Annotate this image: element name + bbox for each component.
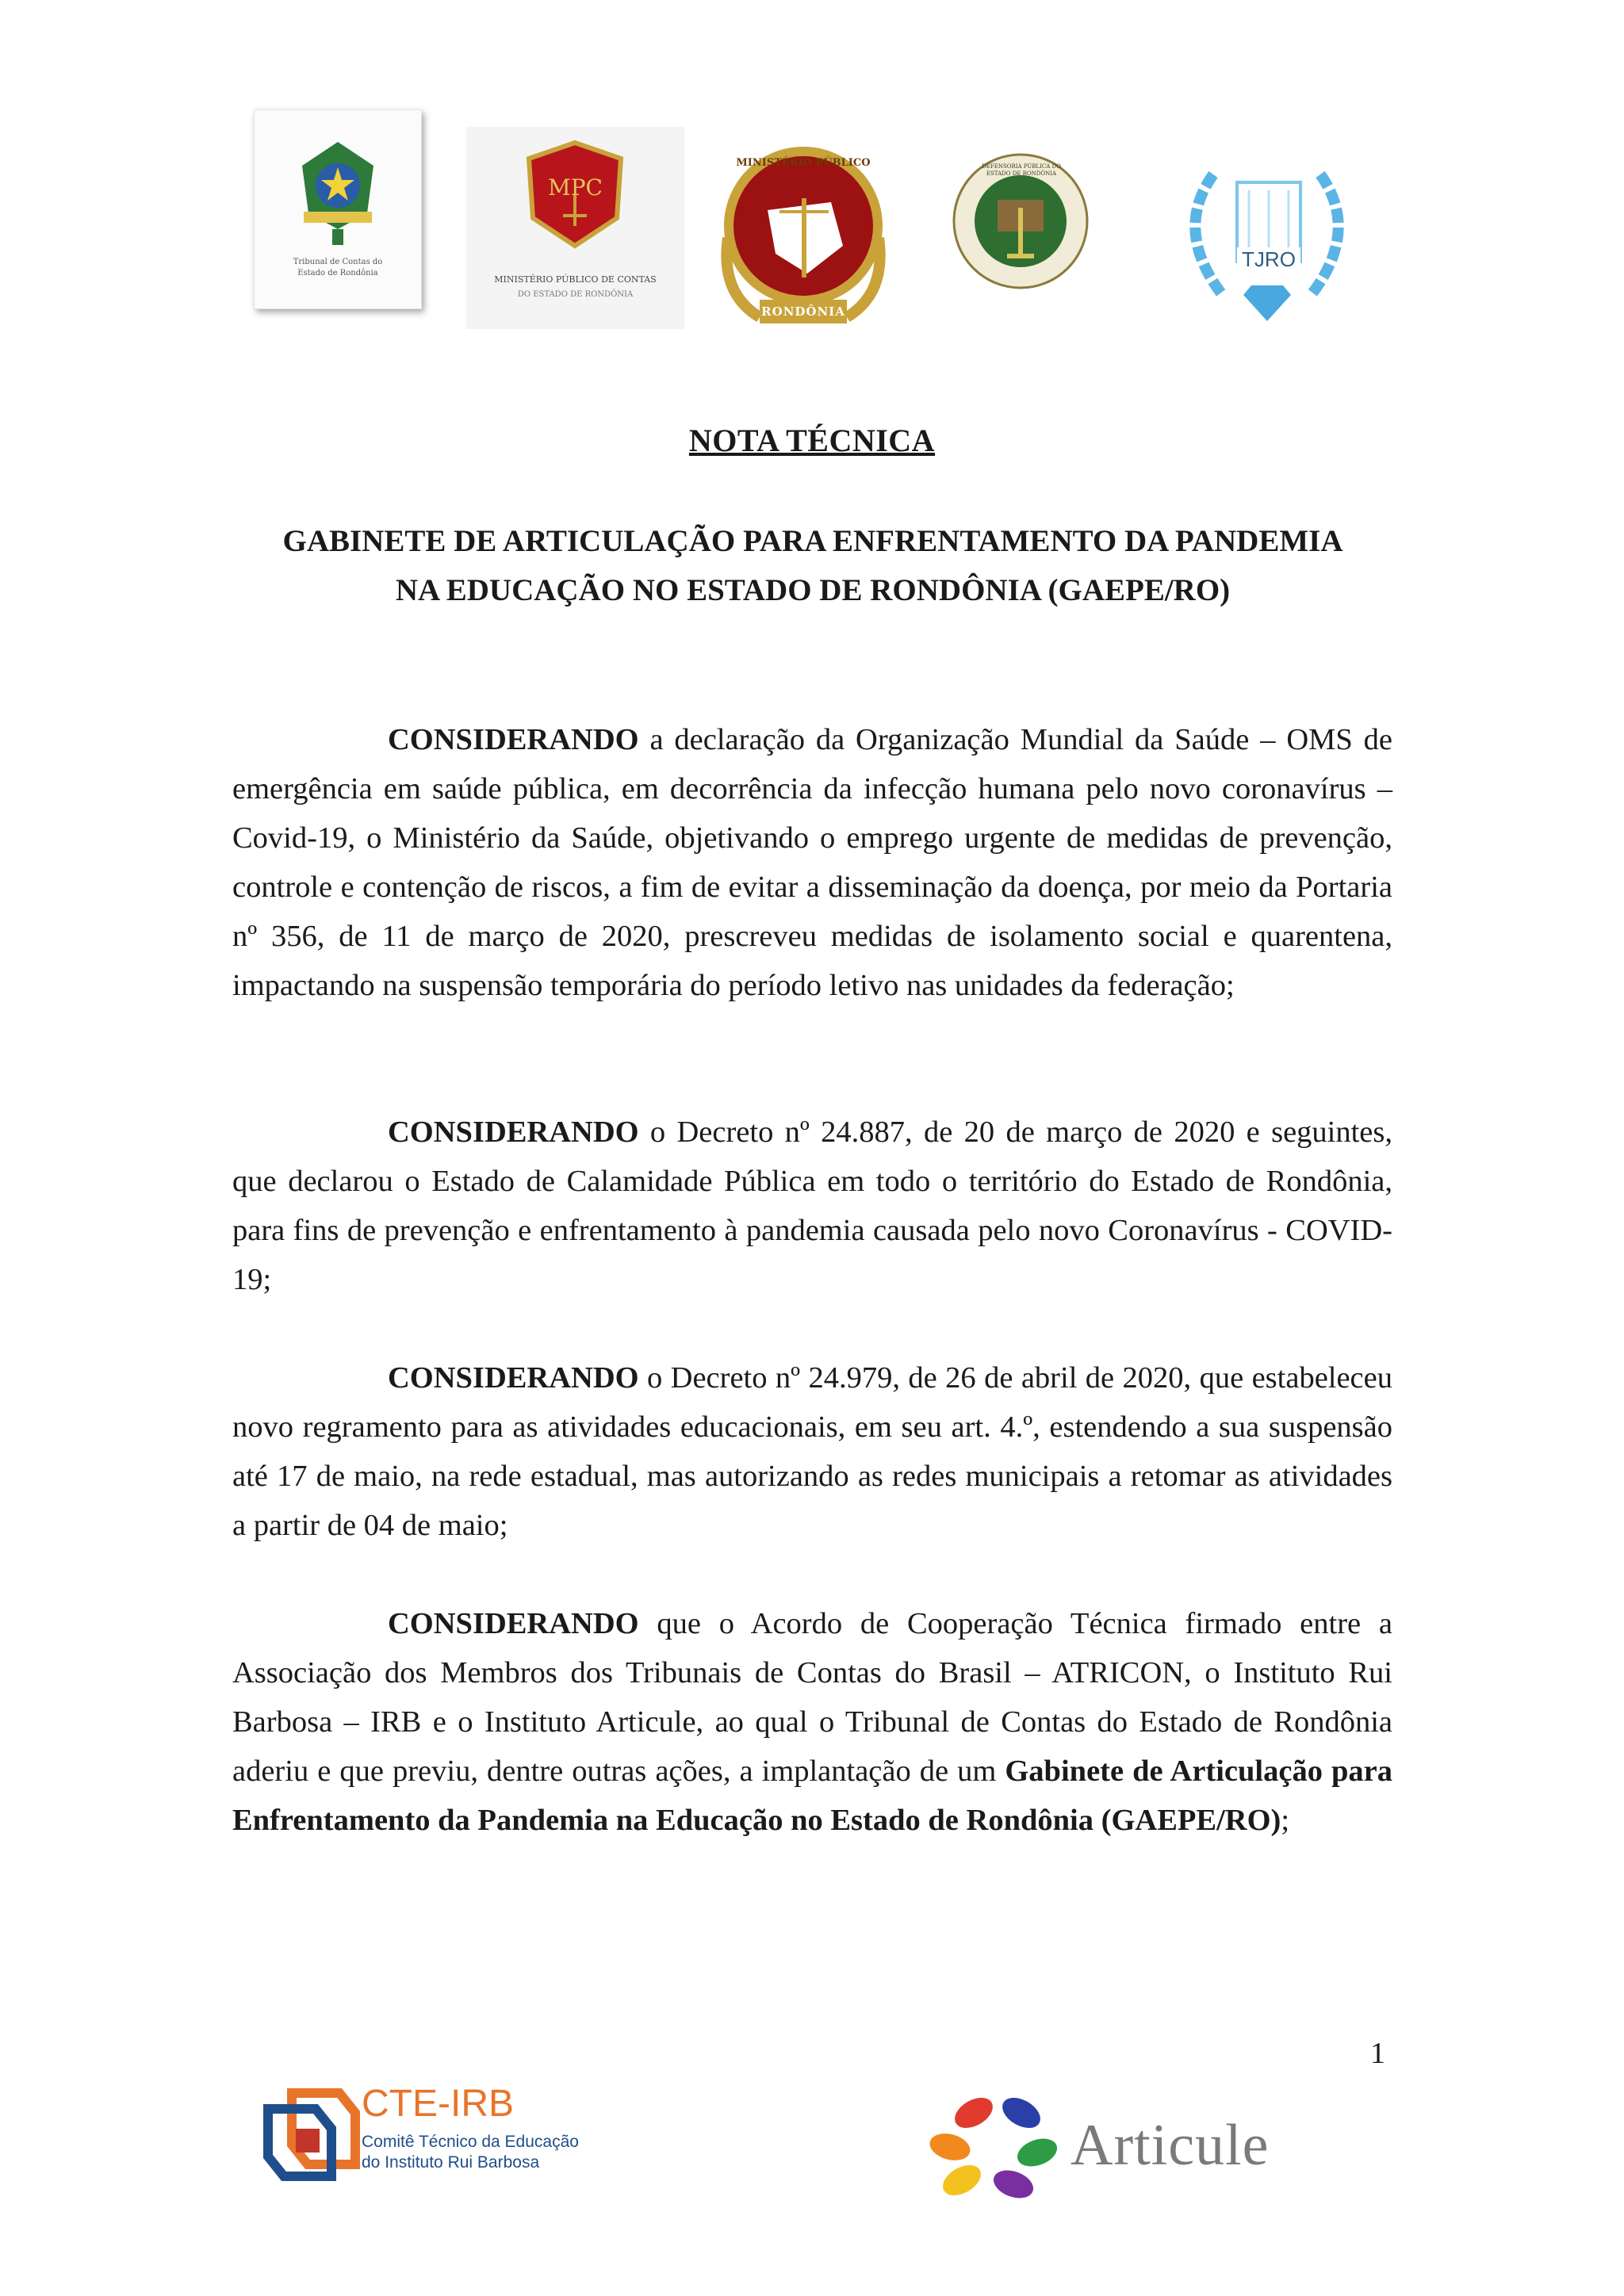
defensoria-arc-text: DEFENSORIA PÚBLICA DO ESTADO DE RONDÔNIA — [982, 163, 1061, 177]
mpc-ro-logo — [466, 127, 684, 329]
paragraph-4 — [232, 1599, 1392, 1845]
tjro-logo — [1166, 159, 1368, 333]
paragraph-3 — [232, 1353, 1392, 1550]
articule-name: Articule — [1071, 2113, 1270, 2178]
paragraph-4-lead: CONSIDERANDO — [388, 1607, 639, 1640]
tce-coat-of-arms-icon — [255, 110, 421, 308]
paragraph-1 — [232, 715, 1392, 1010]
mp-arc-text: MINISTÉRIO PÚBLICO — [736, 157, 871, 169]
tce-ro-logo — [254, 109, 422, 309]
tce-caption-line1: Tribunal de Contas do — [293, 258, 383, 266]
cte-abbr: CTE-IRB — [362, 2083, 514, 2125]
document-title: NOTA TÉCNICA — [688, 423, 936, 458]
mp-ro-logo — [712, 135, 894, 333]
tjro-laurel-icon — [1166, 159, 1368, 333]
paragraph-3-text: o Decreto nº 24.979, de 26 de abril de 2020, que estabeleceu novo regramento para as atividades educacionais, em seu art. 4.º, estendendo a sua suspensão até 17 de maio, na rede estadual, mas autorizando as redes municipais a retomar as atividades a partir de 04 de maio; — [232, 1361, 1392, 1542]
paragraph-4-text: que o Acordo de Cooperação Técnica firmado entre a Associação dos Membros dos Tribunais de Contas do Brasil – ATRICON, o Instituto Rui Barbosa – IRB e o Instituto Articule, ao qual o Tribunal de Contas do Estado de Rondônia aderiu e que previu, dentre outras ações, a implantação de um — [232, 1607, 1392, 1788]
cte-caption-line1: Comitê Técnico da Educação — [362, 2133, 579, 2151]
paragraph-4-end: ; — [1281, 1804, 1290, 1837]
articule-hands-icon — [926, 2085, 1061, 2204]
paragraph-2 — [232, 1108, 1392, 1304]
page-number: 1 — [1370, 2037, 1385, 2070]
defensoria-ro-logo — [952, 152, 1090, 291]
tce-caption-line2: Estado de Rondônia — [297, 269, 378, 277]
paragraph-3-lead: CONSIDERANDO — [388, 1361, 639, 1395]
cte-cube-icon — [260, 2077, 363, 2188]
paragraph-1-text: a declaração da Organização Mundial da Saúde – OMS de emergência em saúde pública, em decorrência da infecção humana pelo novo coronavírus – Covid-19, o Ministério da Saúde, objetivando o emprego urgente de medidas de prevenção, controle e contenção de riscos, a fim de evitar a disseminação da doença, por meio da Portaria nº 356, de 11 de março de 2020, prescreveu medidas de isolamento social e quarentena, impactando na suspensão temporária do período letivo nas unidades da federação; — [232, 723, 1392, 1002]
cte-irb-logo — [260, 2077, 617, 2188]
subtitle-line-2: NA EDUCAÇÃO NO ESTADO DE RONDÔNIA (GAEPE/RO) — [395, 573, 1231, 607]
subtitle-line-1: GABINETE DE ARTICULAÇÃO PARA ENFRENTAMENTO DA PANDEMIA — [282, 524, 1343, 558]
cte-caption-line2: do Instituto Rui Barbosa — [362, 2153, 540, 2172]
paragraph-4-bold-tail: Gabinete de Articulação para Enfrentamento da Pandemia na Educação no Estado de Rondônia (GAEPE/RO) — [232, 1755, 1392, 1837]
mpc-caption-line1: MINISTÉRIO PÚBLICO DE CONTAS — [494, 274, 657, 285]
document-subtitle — [230, 517, 1396, 615]
mp-ribbon-text: RONDÔNIA — [761, 304, 845, 319]
paragraph-2-lead: CONSIDERANDO — [388, 1115, 639, 1149]
mpc-abbr: MPC — [548, 174, 603, 201]
paragraph-1-lead: CONSIDERANDO — [388, 723, 639, 756]
paragraph-2-text: o Decreto nº 24.887, de 20 de março de 2020 e seguintes, que declarou o Estado de Calamidade Pública em todo o território do Estado de Rondônia, para fins de prevenção e enfrentamento à pandemia causada pelo novo Coronavírus - COVID-19; — [232, 1115, 1392, 1296]
articule-logo — [926, 2085, 1346, 2204]
tjro-abbr: TJRO — [1237, 247, 1300, 272]
mpc-caption-line2: DO ESTADO DE RONDÔNIA — [517, 290, 634, 299]
